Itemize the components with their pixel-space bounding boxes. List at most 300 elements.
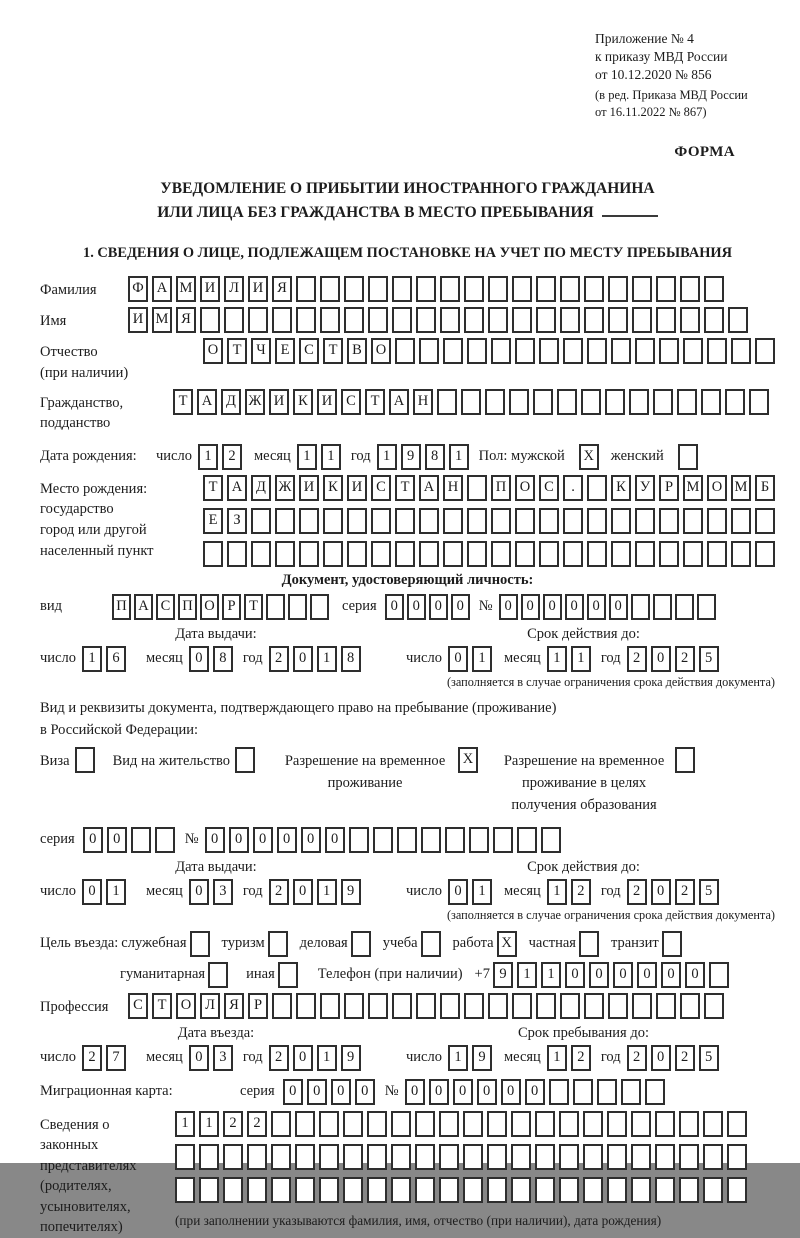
representatives-boxes-3 <box>175 1177 751 1203</box>
char-box: Т <box>365 389 385 415</box>
char-box: 2 <box>223 1111 243 1137</box>
birth-year-boxes <box>377 444 473 470</box>
char-box: 1 <box>82 646 102 672</box>
char-box: 2 <box>222 444 242 470</box>
char-box: К <box>293 389 313 415</box>
phone-label: Телефон (при наличии) <box>317 965 463 982</box>
sex-female-label: женский <box>610 447 664 464</box>
doc-type-label: вид <box>40 597 62 614</box>
char-box <box>299 541 319 567</box>
doc-number-label: № <box>478 597 493 614</box>
char-box: 2 <box>269 646 289 672</box>
res-issue-year-boxes <box>269 879 365 905</box>
char-box: 8 <box>425 444 445 470</box>
char-box: М <box>683 475 703 501</box>
char-box <box>392 276 412 302</box>
birth-place-row <box>40 475 775 567</box>
doc-valid-month-boxes <box>547 646 595 672</box>
char-box: 0 <box>82 879 102 905</box>
res-valid-year-boxes <box>627 879 723 905</box>
char-box: 0 <box>331 1079 351 1105</box>
char-box: Д <box>221 389 241 415</box>
mig-number-label: № <box>384 1082 399 1099</box>
char-box: 0 <box>107 827 127 853</box>
profession-label: Профессия <box>40 998 109 1015</box>
char-box <box>584 307 604 333</box>
char-box <box>344 276 364 302</box>
char-box <box>199 1177 219 1203</box>
char-box <box>208 962 228 988</box>
char-box: 0 <box>283 1079 303 1105</box>
char-box <box>203 541 223 567</box>
char-box: Н <box>413 389 433 415</box>
profession-row <box>40 993 775 1019</box>
char-box <box>464 993 484 1019</box>
char-box <box>512 307 532 333</box>
char-box: Т <box>395 475 415 501</box>
stay-year-boxes <box>627 1045 723 1071</box>
char-box: А <box>419 475 439 501</box>
char-box: И <box>347 475 367 501</box>
char-box <box>320 307 340 333</box>
valid-until-heading: Срок действия до: <box>527 625 640 642</box>
representatives-boxes-1 <box>175 1111 751 1137</box>
res-valid-day-boxes <box>448 879 496 905</box>
temp-residence-edu-checkbox <box>675 747 699 773</box>
char-box <box>583 1144 603 1170</box>
char-box <box>727 1111 747 1137</box>
char-box: 9 <box>472 1045 492 1071</box>
char-box <box>288 594 307 620</box>
char-box <box>653 594 672 620</box>
res-issue-group: Дата выдачи: число 0 1 месяц 0 3 год 2 0 1 9 <box>40 859 392 923</box>
doc-issue-month-boxes <box>189 646 237 672</box>
char-box <box>223 1177 243 1203</box>
char-box: 0 <box>501 1079 521 1105</box>
entry-date-heading: Дата въезда: <box>177 1024 255 1041</box>
char-box: П <box>178 594 197 620</box>
char-box <box>679 1144 699 1170</box>
purpose-work-checkbox <box>497 931 521 957</box>
char-box: 1 <box>317 879 337 905</box>
char-box <box>368 307 388 333</box>
char-box: 0 <box>205 827 225 853</box>
char-box <box>295 1144 315 1170</box>
char-box <box>367 1144 387 1170</box>
citizenship-row <box>40 389 775 434</box>
char-box: С <box>539 475 559 501</box>
char-box <box>343 1177 363 1203</box>
char-box <box>629 389 649 415</box>
char-box <box>707 541 727 567</box>
char-box <box>632 993 652 1019</box>
char-box: 0 <box>565 594 584 620</box>
char-box <box>584 276 604 302</box>
char-box <box>463 1177 483 1203</box>
char-box <box>645 1079 665 1105</box>
char-box: 2 <box>627 1045 647 1071</box>
char-box: 3 <box>213 1045 233 1071</box>
char-box <box>559 1177 579 1203</box>
char-box <box>611 541 631 567</box>
purpose-transit-checkbox <box>662 931 686 957</box>
char-box: 1 <box>377 444 397 470</box>
char-box: М <box>152 307 172 333</box>
name-label: Имя <box>40 313 67 330</box>
char-box <box>679 1111 699 1137</box>
title-line-2: ИЛИ ЛИЦА БЕЗ ГРАЖДАНСТВА В МЕСТО ПРЕБЫВАНИЯ <box>157 204 594 222</box>
char-box: Е <box>275 338 295 364</box>
char-box: С <box>128 993 148 1019</box>
char-box: 2 <box>675 879 695 905</box>
doc-number-boxes <box>499 594 719 620</box>
doc-series-boxes <box>385 594 473 620</box>
char-box <box>275 508 295 534</box>
char-box: 0 <box>385 594 404 620</box>
stay-until-heading: Срок пребывания до: <box>518 1024 649 1041</box>
temp-residence-checkbox <box>458 747 482 773</box>
char-box <box>697 594 716 620</box>
char-box <box>539 541 559 567</box>
char-box <box>464 307 484 333</box>
char-box: С <box>371 475 391 501</box>
char-box <box>583 1177 603 1203</box>
citizenship-label: Гражданство, подданство <box>40 394 124 432</box>
char-box: 0 <box>405 1079 425 1105</box>
char-box <box>443 541 463 567</box>
char-box <box>632 276 652 302</box>
char-box <box>467 508 487 534</box>
char-box <box>493 827 513 853</box>
char-box <box>491 508 511 534</box>
char-box: 0 <box>277 827 297 853</box>
char-box <box>247 1177 267 1203</box>
char-box <box>415 1144 435 1170</box>
char-box: К <box>323 475 343 501</box>
char-box <box>755 338 775 364</box>
birth-place-boxes-1 <box>203 475 779 501</box>
char-box <box>463 1144 483 1170</box>
char-box <box>347 541 367 567</box>
char-box: Т <box>203 475 223 501</box>
char-box <box>728 307 748 333</box>
char-box <box>535 1144 555 1170</box>
char-box <box>512 993 532 1019</box>
char-box: 0 <box>451 594 470 620</box>
char-box: М <box>731 475 751 501</box>
char-box <box>560 276 580 302</box>
char-box: 2 <box>247 1111 267 1137</box>
char-box: 0 <box>307 1079 327 1105</box>
stay-month-boxes <box>547 1045 595 1071</box>
char-box <box>419 541 439 567</box>
char-box: З <box>227 508 247 534</box>
temp-residence-edu-label: Разрешение на временное проживание в целях получения образования <box>503 753 665 813</box>
char-box <box>583 1111 603 1137</box>
char-box: 1 <box>198 444 218 470</box>
char-box <box>488 307 508 333</box>
char-box: А <box>227 475 247 501</box>
char-box: Д <box>251 475 271 501</box>
char-box <box>395 338 415 364</box>
stay-day-boxes <box>448 1045 496 1071</box>
char-box: 0 <box>587 594 606 620</box>
char-box: 6 <box>106 646 126 672</box>
char-box <box>731 508 751 534</box>
char-box: Т <box>323 338 343 364</box>
title-line-1: УВЕДОМЛЕНИЕ О ПРИБЫТИИ ИНОСТРАННОГО ГРАЖДАНИНА <box>160 180 655 198</box>
char-box: А <box>134 594 153 620</box>
char-box: М <box>176 276 196 302</box>
char-box <box>607 1177 627 1203</box>
char-box <box>131 827 151 853</box>
char-box: О <box>371 338 391 364</box>
char-box: 9 <box>341 1045 361 1071</box>
char-box: Л <box>200 993 220 1019</box>
char-box: 1 <box>472 646 492 672</box>
char-box <box>535 1177 555 1203</box>
char-box <box>677 389 697 415</box>
edition-line: (в ред. Приказа МВД России <box>595 88 748 103</box>
char-box <box>611 508 631 534</box>
char-box: С <box>156 594 175 620</box>
char-box: 1 <box>297 444 317 470</box>
char-box: 2 <box>571 1045 591 1071</box>
char-box <box>608 307 628 333</box>
res-number-label: № <box>184 830 199 847</box>
char-box <box>440 307 460 333</box>
char-box <box>391 1111 411 1137</box>
char-box <box>512 276 532 302</box>
char-box: 0 <box>253 827 273 853</box>
char-box <box>295 1177 315 1203</box>
char-box <box>488 993 508 1019</box>
char-box: Е <box>203 508 223 534</box>
purpose-official-checkbox <box>190 931 214 957</box>
char-box <box>579 931 599 957</box>
char-box <box>536 993 556 1019</box>
id-doc-heading: Документ, удостоверяющий личность: <box>281 571 534 588</box>
doc-issue-year-boxes <box>269 646 365 672</box>
char-box: С <box>341 389 361 415</box>
phone-boxes <box>493 962 733 988</box>
purpose-private-checkbox <box>579 931 603 957</box>
char-box: Ж <box>275 475 295 501</box>
representatives-label: Сведения о законных представителях (родителях, усыновителях, попечителях) <box>40 1116 137 1236</box>
char-box <box>659 508 679 534</box>
char-box <box>632 307 652 333</box>
char-box: 0 <box>189 1045 209 1071</box>
char-box <box>704 276 724 302</box>
char-box: 7 <box>106 1045 126 1071</box>
char-box <box>679 1177 699 1203</box>
char-box <box>296 307 316 333</box>
char-box <box>488 276 508 302</box>
char-box <box>535 1111 555 1137</box>
char-box: 1 <box>541 962 561 988</box>
char-box <box>656 993 676 1019</box>
char-box: И <box>269 389 289 415</box>
char-box <box>731 541 751 567</box>
char-box <box>662 931 682 957</box>
char-box <box>467 338 487 364</box>
char-box <box>319 1177 339 1203</box>
char-box <box>725 389 745 415</box>
char-box <box>635 508 655 534</box>
purpose-humanitarian-checkbox <box>208 962 232 988</box>
sex-male-label: Пол: мужской <box>478 447 565 464</box>
char-box <box>75 747 95 773</box>
char-box: 9 <box>493 962 513 988</box>
char-box <box>271 1111 291 1137</box>
char-box <box>656 307 676 333</box>
char-box <box>611 338 631 364</box>
char-box: Б <box>755 475 775 501</box>
char-box <box>343 1111 363 1137</box>
char-box <box>319 1111 339 1137</box>
char-box <box>621 1079 641 1105</box>
char-box <box>655 1177 675 1203</box>
char-box <box>271 1177 291 1203</box>
char-box <box>175 1144 195 1170</box>
char-box: 0 <box>651 879 671 905</box>
char-box: Р <box>222 594 241 620</box>
char-box <box>607 1111 627 1137</box>
doc-valid-year-boxes <box>627 646 723 672</box>
char-box: 0 <box>325 827 345 853</box>
res-series-label: серия <box>40 830 75 847</box>
section-1-heading: 1. СВЕДЕНИЯ О ЛИЦЕ, ПОДЛЕЖАЩЕМ ПОСТАНОВКЕ НА УЧЕТ ПО МЕСТУ ПРЕБЫВАНИЯ <box>83 245 732 262</box>
birth-date-label: Дата рождения: <box>40 447 137 464</box>
char-box: 8 <box>213 646 233 672</box>
char-box <box>175 1177 195 1203</box>
visa-label: Виза <box>40 753 70 770</box>
char-box <box>509 389 529 415</box>
char-box <box>631 1144 651 1170</box>
birth-place-boxes-2 <box>203 508 779 534</box>
char-box <box>469 827 489 853</box>
char-box <box>560 993 580 1019</box>
char-box: 5 <box>699 1045 719 1071</box>
char-box: 1 <box>317 1045 337 1071</box>
day-label: число <box>156 447 192 464</box>
char-box: 1 <box>547 879 567 905</box>
char-box <box>515 541 535 567</box>
char-box <box>344 307 364 333</box>
mig-series-label: серия <box>240 1082 275 1099</box>
char-box <box>440 276 460 302</box>
char-box: П <box>491 475 511 501</box>
char-box: К <box>611 475 631 501</box>
char-box <box>439 1111 459 1137</box>
char-box: . <box>563 475 583 501</box>
res-valid-group: Срок действия до: число 0 1 месяц 1 2 год 2 0 2 5 (заполняется в случае ограничения срока действия документа) <box>392 859 775 923</box>
char-box: 0 <box>453 1079 473 1105</box>
char-box <box>635 541 655 567</box>
char-box <box>461 389 481 415</box>
char-box <box>581 389 601 415</box>
char-box <box>539 508 559 534</box>
char-box <box>392 993 412 1019</box>
char-box <box>707 338 727 364</box>
char-box: Т <box>152 993 172 1019</box>
char-box: 1 <box>321 444 341 470</box>
char-box <box>310 594 329 620</box>
char-box: 0 <box>355 1079 375 1105</box>
char-box <box>395 508 415 534</box>
char-box <box>635 338 655 364</box>
char-box <box>607 1144 627 1170</box>
char-box <box>683 508 703 534</box>
char-box <box>587 541 607 567</box>
char-box: Т <box>244 594 263 620</box>
char-box <box>367 1111 387 1137</box>
char-box <box>563 541 583 567</box>
char-box <box>421 931 441 957</box>
title-blank-underline <box>602 202 658 217</box>
char-box: 0 <box>189 646 209 672</box>
entry-year-boxes <box>269 1045 365 1071</box>
char-box <box>559 1111 579 1137</box>
char-box: В <box>347 338 367 364</box>
char-box <box>349 827 369 853</box>
char-box: 0 <box>525 1079 545 1105</box>
char-box: А <box>152 276 172 302</box>
char-box <box>319 1144 339 1170</box>
char-box <box>659 338 679 364</box>
char-box: 0 <box>499 594 518 620</box>
char-box: 9 <box>401 444 421 470</box>
valid-note: (заполняется в случае ограничения срока действия документа) <box>446 674 775 689</box>
char-box: И <box>200 276 220 302</box>
char-box: С <box>299 338 319 364</box>
representatives-note: (при заполнении указываются фамилия, имя, отчество (при наличии), дата рождения) <box>175 1212 662 1228</box>
char-box <box>655 1111 675 1137</box>
char-box <box>731 338 751 364</box>
char-box <box>675 747 695 773</box>
char-box <box>223 1144 243 1170</box>
entry-purpose-row-2: гуманитарная иная Телефон (при наличии) +7 9 1 1 0 0 0 0 0 0 <box>40 962 775 988</box>
char-box: Л <box>224 276 244 302</box>
char-box: И <box>128 307 148 333</box>
char-box: 0 <box>661 962 681 988</box>
char-box: 1 <box>175 1111 195 1137</box>
char-box: Р <box>659 475 679 501</box>
char-box <box>659 541 679 567</box>
char-box: 2 <box>269 1045 289 1071</box>
char-box <box>631 594 650 620</box>
char-box <box>541 827 561 853</box>
patronymic-row <box>40 338 775 383</box>
char-box: У <box>635 475 655 501</box>
temp-residence-label: Разрешение на временное проживание <box>284 753 446 792</box>
stay-until-group: Срок пребывания до: число 1 9 месяц 1 2 год 2 0 2 5 <box>392 1025 775 1071</box>
char-box <box>727 1144 747 1170</box>
char-box: 1 <box>472 879 492 905</box>
char-box <box>416 276 436 302</box>
migration-card-label: Миграционная карта: <box>40 1082 173 1099</box>
char-box <box>392 307 412 333</box>
char-box <box>587 508 607 534</box>
purpose-business-checkbox <box>351 931 375 957</box>
char-box <box>656 276 676 302</box>
residence-permit-checkbox <box>235 747 259 773</box>
char-box <box>440 993 460 1019</box>
doc-type-boxes <box>112 594 332 620</box>
char-box: 0 <box>407 594 426 620</box>
representatives-boxes-2 <box>175 1144 751 1170</box>
entry-month-boxes <box>189 1045 237 1071</box>
